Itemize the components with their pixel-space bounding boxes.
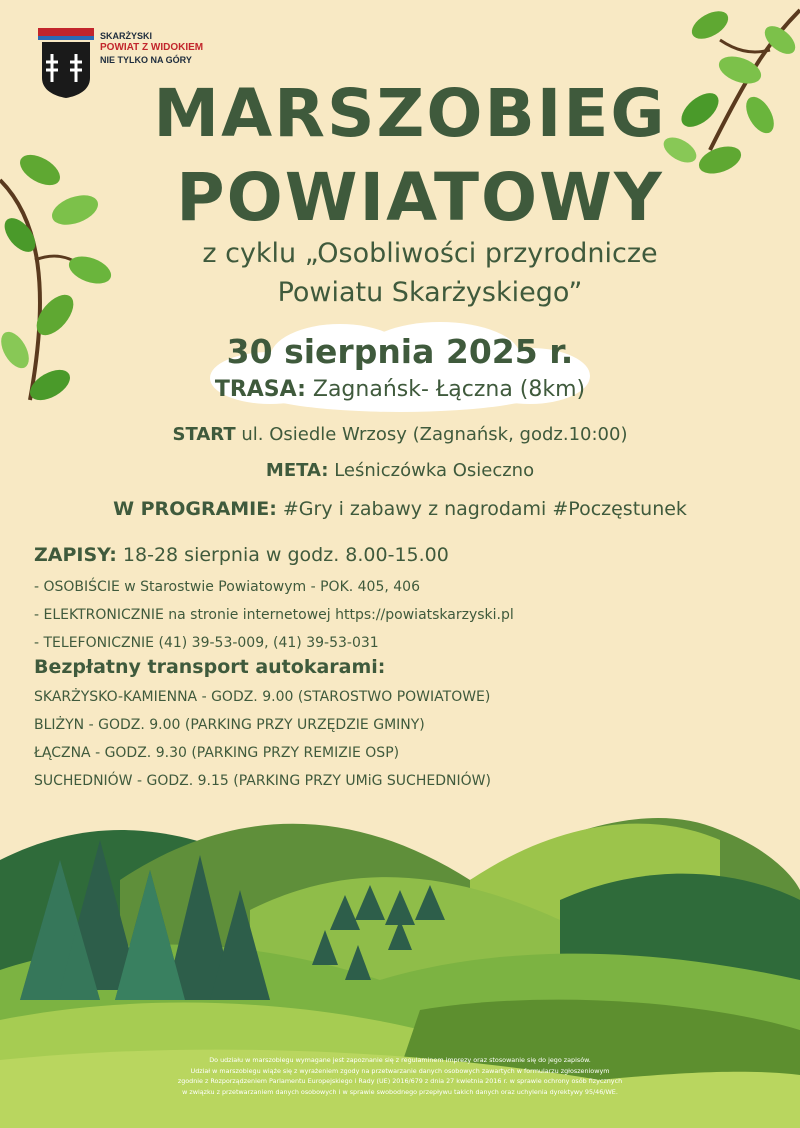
fine-print-line: w związku z przetwarzaniem danych osobowych i w sprawie swobodnego przepływu takich danych oraz uchylenia dyrektywy 95/46/WE. [182,1087,618,1096]
title-line-2: POWIATOWY [176,159,664,236]
event-date: 30 sierpnia 2025 r. [226,332,574,371]
logo-line-3: NIE TYLKO NA GÓRY [100,55,192,65]
subtitle-line-2: Powiatu Skarżyskiego” [277,277,583,308]
fine-print-line: Do udziału w marszobiegu wymagane jest zapoznanie się z regulaminem imprezy oraz stosowanie się do jego zapisów. [209,1056,591,1064]
logo-line-1: SKARŻYSKI [100,31,153,41]
subtitle-line-1: z cyklu „Osobliwości przyrodnicze [202,238,658,269]
finish-info [0,460,800,481]
program-info [0,498,800,520]
title-line-1: MARSZOBIEG [153,75,667,152]
transport-stop: ŁĄCZNA - GODZ. 9.30 (PARKING PRZY REMIZIE OSP) [34,745,400,761]
finish-value: Leśniczówka Osieczno [328,460,535,481]
logo-line-2: POWIAT Z WIDOKIEM [100,42,204,53]
start-info [0,424,800,445]
route-value: Zagnańsk- Łączna (8km) [305,377,586,402]
fine-print-line: zgodnie z Rozporządzeniem Parlamentu Europejskiego i Rady (UE) 2016/679 z dnia 27 kwietnia 2016 r. w sprawie ochrony osób fizycznych [177,1077,623,1085]
fine-print-line: Udział w marszobiegu wiąże się z wyrażeniem zgody na przetwarzanie danych osobowych zawartych w formularzu zgłoszeniowym [190,1066,610,1075]
signup-label: ZAPISY: [34,544,117,566]
program-value: #Gry i zabawy z nagrodami #Poczęstunek [276,498,687,520]
route [0,377,800,402]
transport-heading: Bezpłatny transport autokarami: [34,656,386,678]
fine-print [100,1055,700,1097]
start-value: ul. Osiedle Wrzosy (Zagnańsk, godz.10:00) [235,424,628,445]
signup-value: 18-28 sierpnia w godz. 8.00-15.00 [116,544,449,566]
signup-info [34,544,449,566]
transport-stop: BLIŻYN - GODZ. 9.00 (PARKING PRZY URZĘDZIE GMINY) [34,717,425,733]
program-label: W PROGRAMIE: [113,498,277,520]
transport-stop: SKARŻYSKO-KAMIENNA - GODZ. 9.00 (STAROSTWO POWIATOWE) [34,689,491,705]
transport-stop: SUCHEDNIÓW - GODZ. 9.15 (PARKING PRZY UMiG SUCHEDNIÓW) [34,773,491,789]
signup-option: - OSOBIŚCIE w Starostwie Powiatowym - POK. 405, 406 [34,579,420,595]
start-label: START [172,424,236,445]
signup-option: - ELEKTRONICZNIE na stronie internetowej https://powiatskarzyski.pl [34,607,514,623]
finish-label: META: [265,460,329,481]
signup-option: - TELEFONICZNIE (41) 39-53-009, (41) 39-53-031 [34,635,379,651]
route-label: TRASA: [214,377,306,402]
